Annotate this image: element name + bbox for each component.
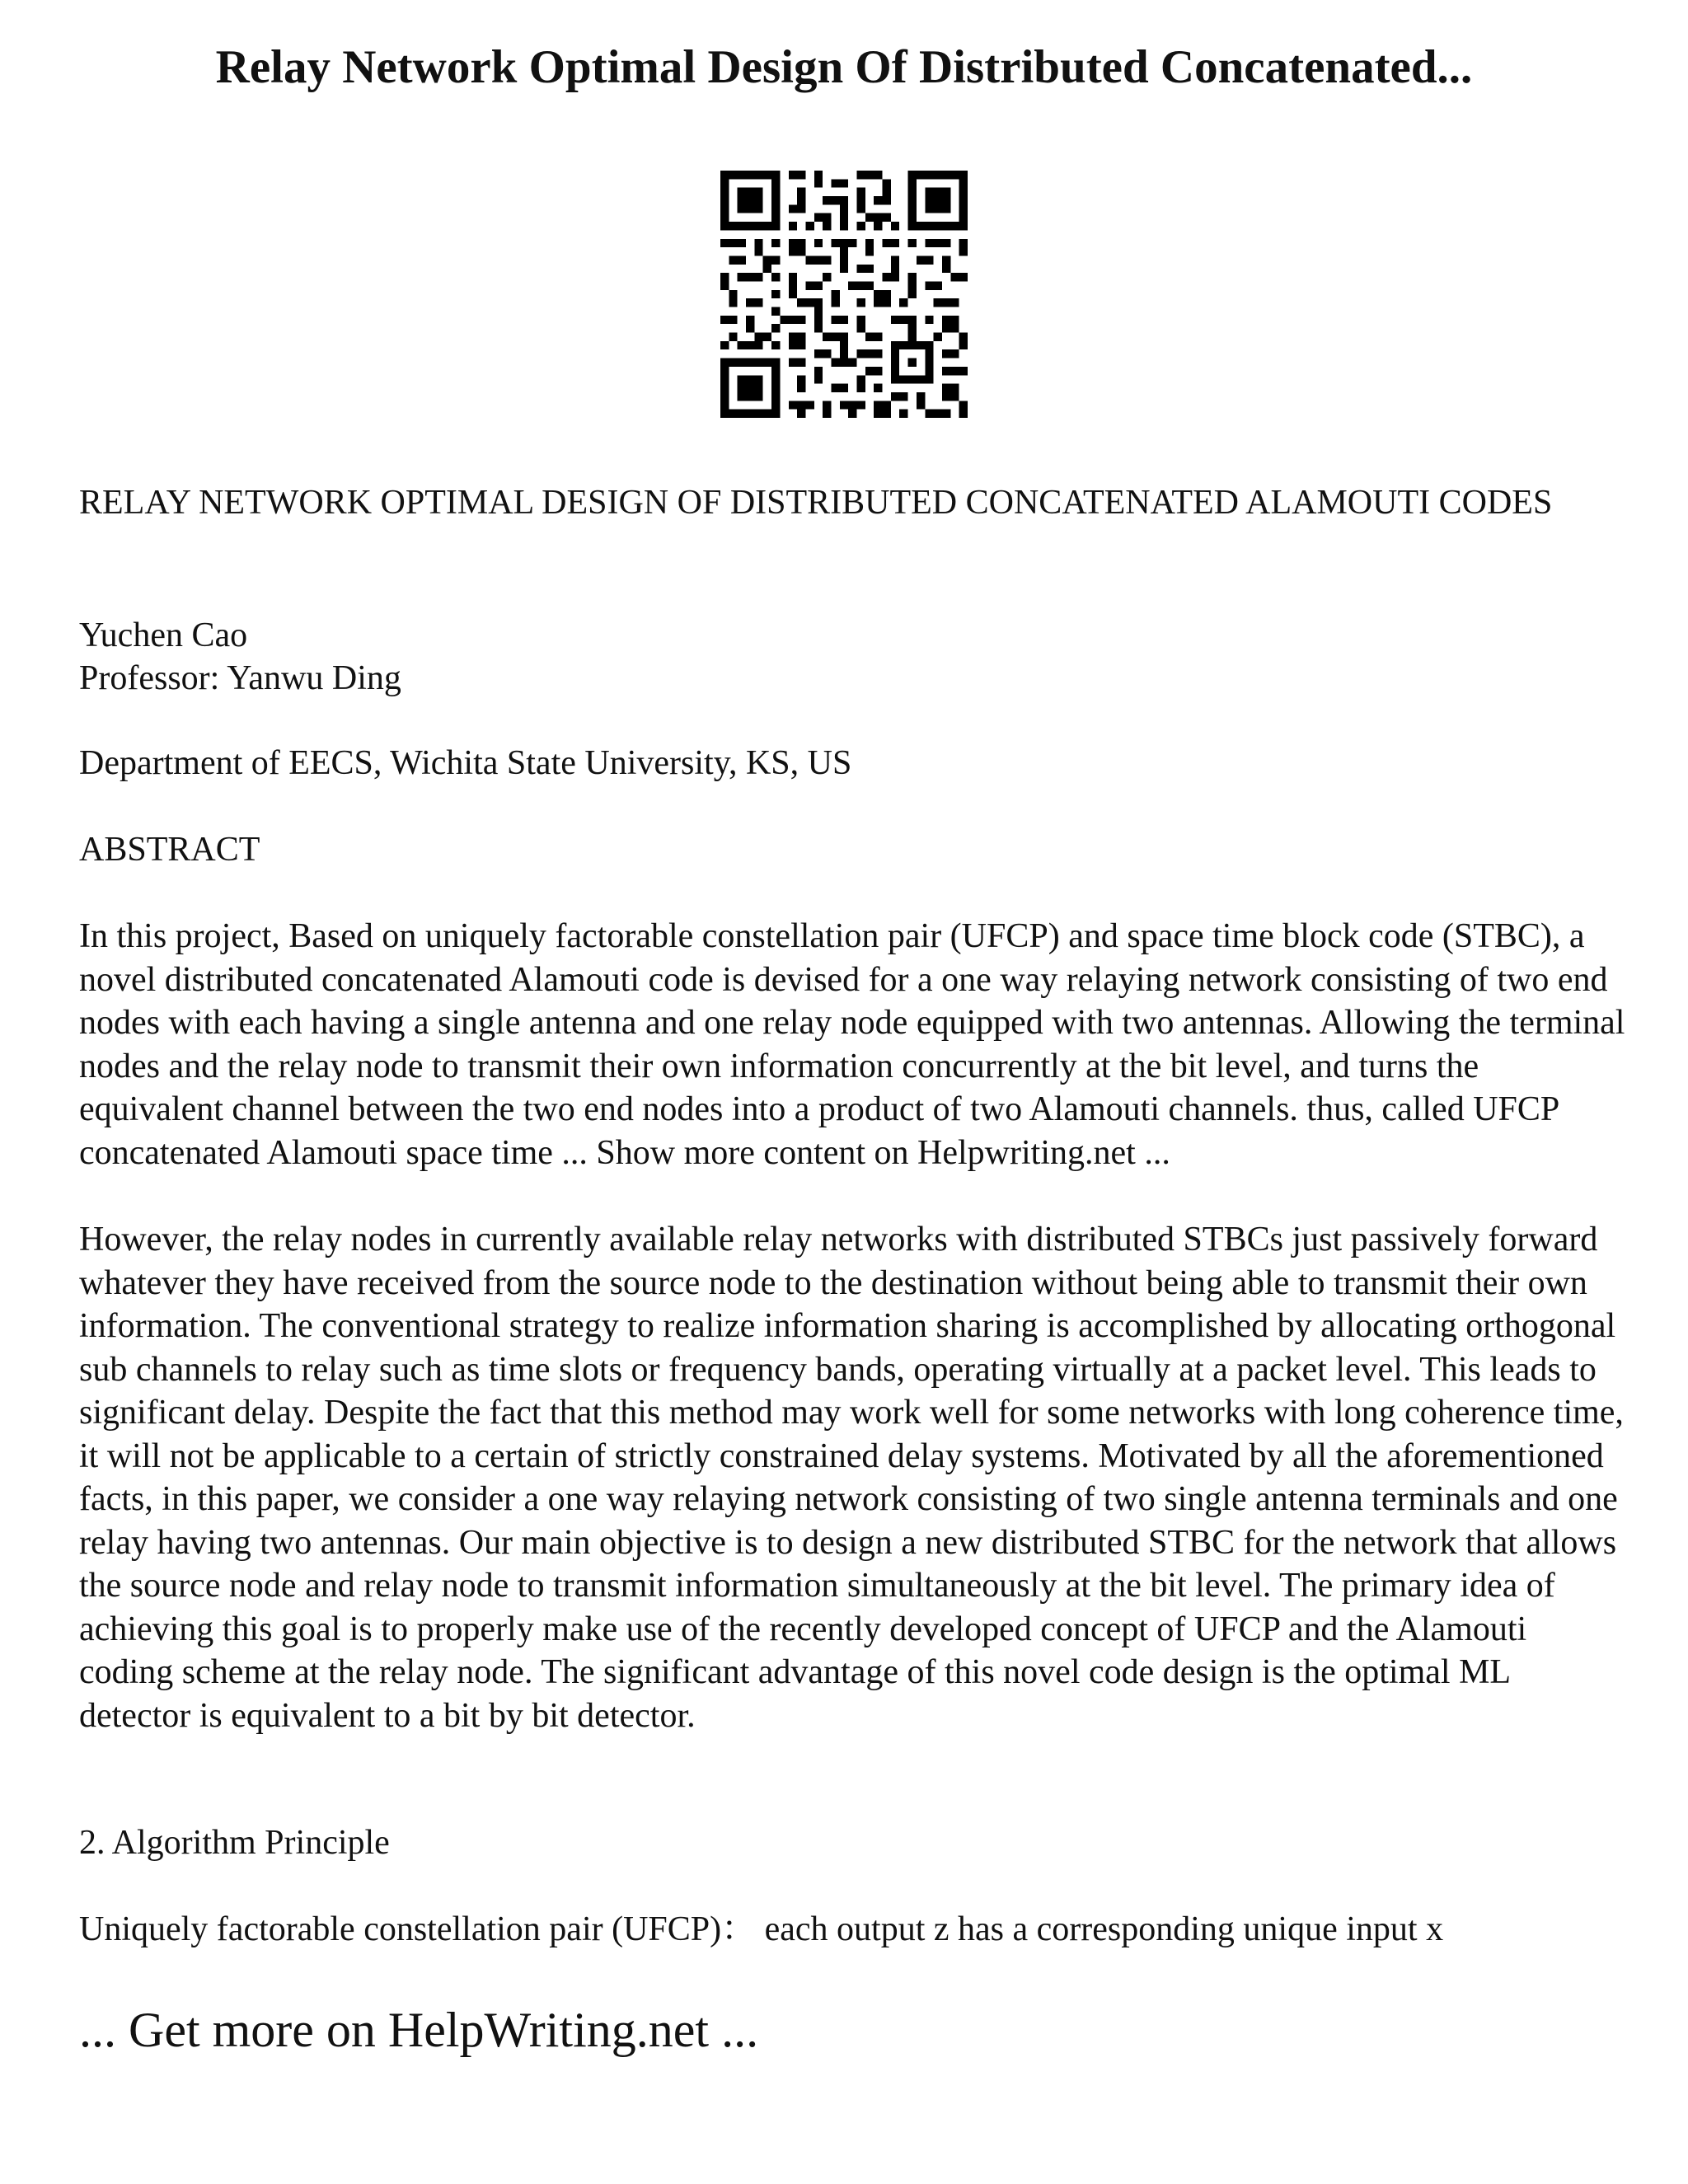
abstract-heading: ABSTRACT [79,831,260,869]
helpwriting-link[interactable]: ... Get more on HelpWriting.net ... [79,2003,759,2057]
qr-code-icon [720,171,968,418]
abstract-paragraph-1: In this project, Based on uniquely factorable constellation pair (UFCP) and space time block code (STBC), a novel distributed concatenated Alamouti code is devised for a one way relaying network consisting of two end nodes with each having a single antenna and one relay node equipped with two antennas. Allowing the terminal nodes and the relay node to transmit their own information concurrently at the bit level, and turns the equivalent channel between the two end nodes into a product of two Alamouti channels. thus, called UFCP concatenated Alamouti space time ... Show more content on Helpwriting.net ... [79,917,1625,1172]
professor-name: Professor: Yanwu Ding [79,659,401,697]
ufcp-definition: Uniquely factorable constellation pair (UFCP)： each output z has a corresponding unique input x [79,1910,1444,1948]
author-name: Yuchen Cao [79,616,248,654]
paper-heading: RELAY NETWORK OPTIMAL DESIGN OF DISTRIBUTED CONCATENATED ALAMOUTI CODES [79,484,1553,522]
abstract-paragraph-2: However, the relay nodes in currently available relay networks with distributed STBCs just passively forward whatever they have received from the source node to the destination without being able to transmit their own information. The conventional strategy to realize information sharing is accomplished by allocating orthogonal sub channels to relay such as time slots or frequency bands, operating virtually at a packet level. This leads to significant delay. Despite the fact that this method may work well for some networks with long coherence time, it will not be applicable to a certain of strictly constrained delay systems. Motivated by all the aforementioned facts, in this paper, we consider a one way relaying network consisting of two single antenna terminals and one relay having two antennas. Our main objective is to design a new distributed STBC for the network that allows the source node and relay node to transmit information simultaneously at the bit level. The primary idea of achieving this goal is to properly make use of the recently developed concept of UFCP and the Alamouti coding scheme at the relay node. The significant advantage of this novel code design is the optimal ML detector is equivalent to a bit by bit detector. [79,1221,1624,1735]
department-affiliation: Department of EECS, Wichita State University, KS, US [79,744,852,782]
document-title: Relay Network Optimal Design Of Distributed Concatenated... [215,41,1473,93]
section-heading: 2. Algorithm Principle [79,1824,390,1862]
